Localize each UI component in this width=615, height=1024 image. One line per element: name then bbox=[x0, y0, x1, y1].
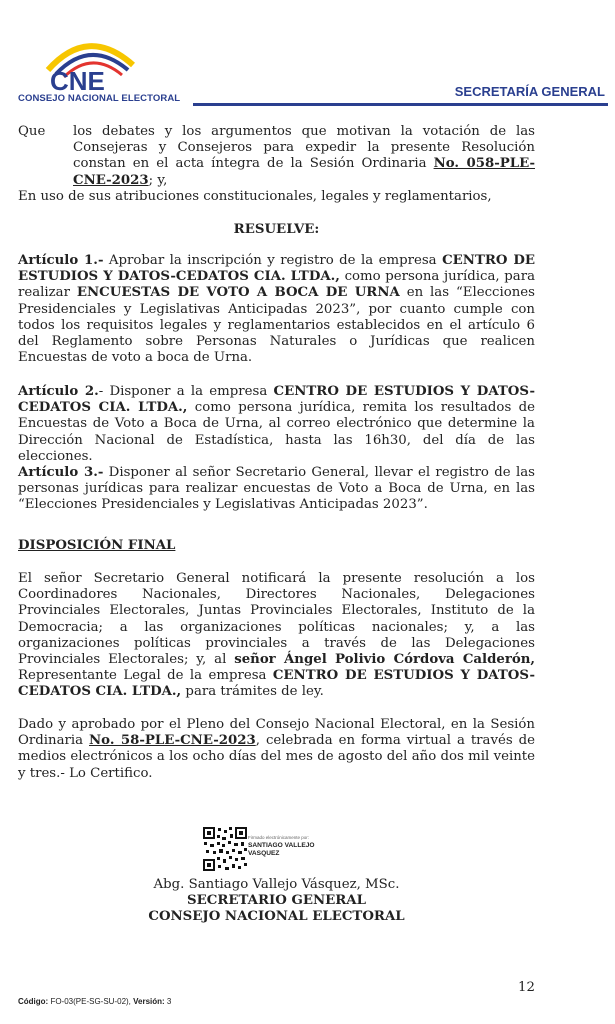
section-title: SECRETARÍA GENERAL bbox=[454, 84, 605, 99]
session-ref: No. 58-PLE-CNE-2023 bbox=[89, 733, 256, 749]
disposicion-title: DISPOSICIÓN FINAL bbox=[18, 538, 176, 553]
page-number: 12 bbox=[518, 980, 535, 995]
signer-title: SECRETARIO GENERAL bbox=[187, 893, 366, 908]
article-1-label: Artículo 1.- bbox=[18, 253, 104, 268]
disposicion-paragraph: El señor Secretario General notificará la presente resolución a los Coordinadores Nacionales, Directores Nacionales, Delegaciones Provinciales Electorales, Juntas Provinciales Electorales, Instituto de la Democracia; a las organizaciones políticas nacionales; y, a las organizaciones políticas provinciales a través de las Delegaciones Provinciales Electorales; y, al señor Ángel Polivio Córdova Calderón, Representante Legal de la empresa CENTRO DE ESTUDIOS Y DATOS-CEDATOS CIA. LTDA., para trámites de ley. bbox=[18, 571, 535, 700]
resolution-ref: No. 058-PLE-CNE-2023 bbox=[73, 156, 535, 188]
uso-paragraph: En uso de sus atribuciones constitucionales, legales y reglamentarios, bbox=[18, 189, 492, 204]
article-3: Artículo 3.- Disponer al señor Secretario General, llevar el registro de las personas jurídicas para realizar encuestas de Voto a Boca de Urna, en las “Elecciones Presidenciales y Legislativas Anticipadas 2023”. bbox=[18, 465, 535, 513]
signature-name-1: SANTIAGO VALLEJO bbox=[248, 842, 315, 849]
article-2: Artículo 2.- Disponer a la empresa CENTRO DE ESTUDIOS Y DATOS-CEDATOS CIA. LTDA., como persona jurídica, remita los resultados de Encuestas de Voto a Boca de Urna, al correo electrónico que determine la Dirección Nacional de Estadística, hasta las 16h30, del día de las elecciones. bbox=[18, 384, 535, 464]
article-3-label: Artículo 3.- bbox=[18, 465, 104, 480]
document-header bbox=[0, 0, 615, 110]
que-label: Que bbox=[18, 124, 46, 139]
que-paragraph: los debates y los argumentos que motivan la votación de las Consejeras y Consejeros para expedir la presente Resolución constan en el acta íntegra de la Sesión Ordinaria No. 058-PLE-CNE-2023; y, bbox=[73, 124, 535, 188]
qr-code-icon bbox=[202, 826, 248, 872]
article-2-label: Artículo 2. bbox=[18, 384, 99, 399]
signer-org: CONSEJO NACIONAL ELECTORAL bbox=[148, 909, 405, 924]
footer-code: Código: FO-03(PE-SG-SU-02), Versión: 3 bbox=[18, 997, 172, 1006]
logo-wordmark: CNE bbox=[50, 66, 105, 96]
logo-caption: CONSEJO NACIONAL ELECTORAL bbox=[18, 93, 181, 104]
signer-name: Abg. Santiago Vallejo Vásquez, MSc. bbox=[153, 877, 400, 892]
signature-caption: Firmado electrónicamente por: bbox=[248, 835, 310, 840]
signature-text bbox=[248, 834, 315, 858]
header-rule bbox=[193, 103, 608, 106]
article-1: Artículo 1.- Aprobar la inscripción y registro de la empresa CENTRO DE ESTUDIOS Y DATOS-CEDATOS CIA. LTDA., como persona jurídica, para realizar ENCUESTAS DE VOTO A BOCA DE URNA en las “Elecciones Presidenciales y Legislativas Anticipadas 2023”, por cuanto cumple con todos los requisitos legales y reglamentarios establecidos en el artículo 6 del Reglamento sobre Personas Naturales o Jurídicas que realicen Encuestas de voto a boca de Urna. bbox=[18, 253, 536, 366]
resuelve-heading: RESUELVE: bbox=[233, 222, 320, 237]
dado-paragraph: Dado y aprobado por el Pleno del Consejo Nacional Electoral, en la Sesión Ordinaria No. 58-PLE-CNE-2023, celebrada en forma virtual a través de medios electrónicos a los ocho días del mes de agosto del año dos mil veinte y tres.- Lo Certifico. bbox=[18, 717, 536, 781]
signature-name-2: VASQUEZ bbox=[248, 850, 280, 857]
